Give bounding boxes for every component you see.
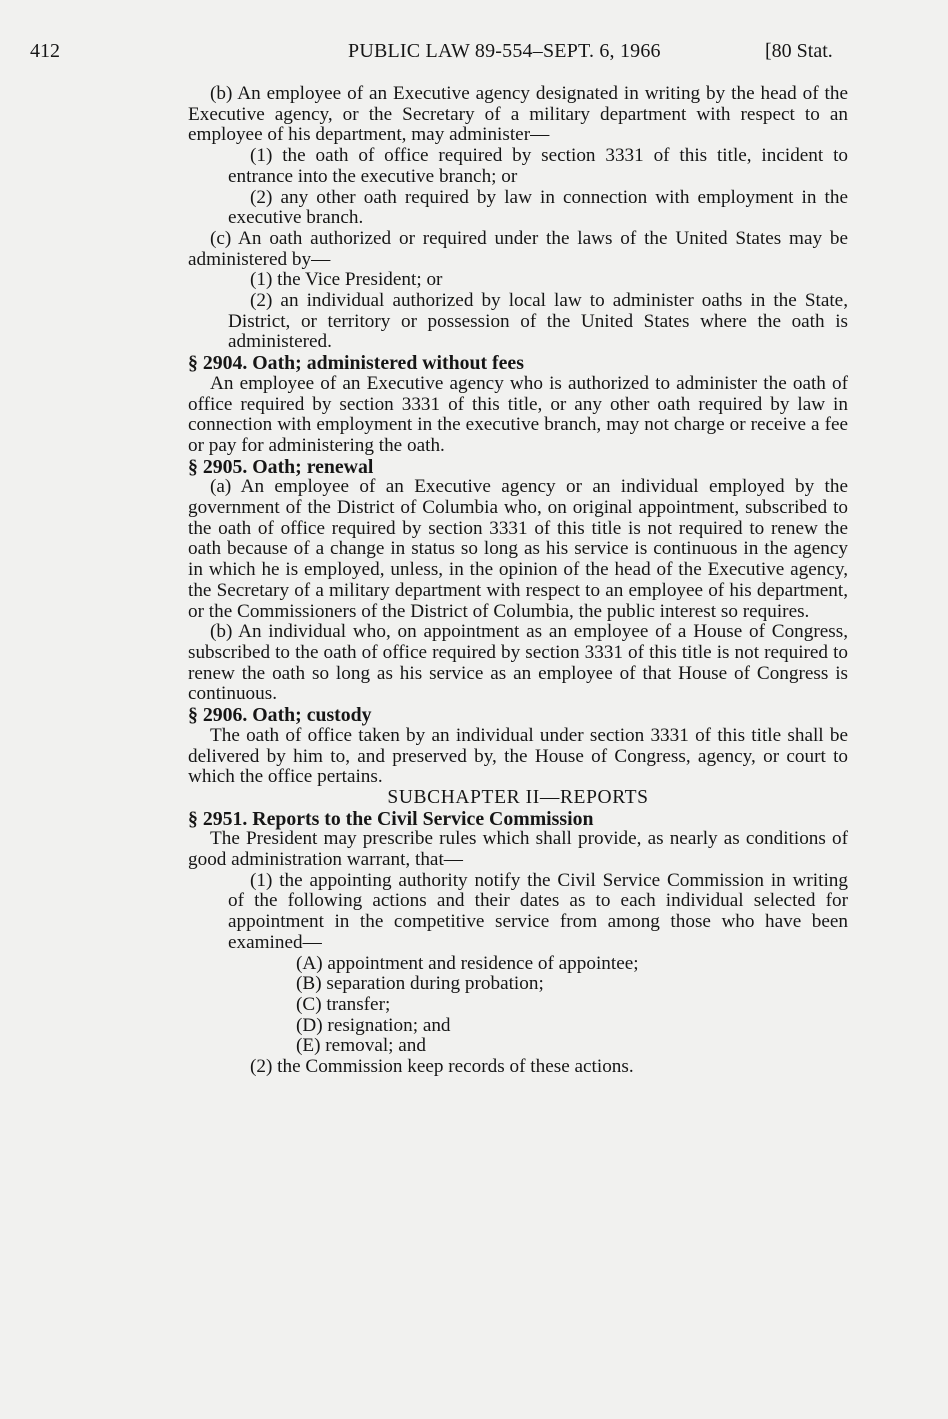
paragraph-2951-1: (1) the appointing authority notify the Civil Service Commission in writing of the following actions and their dates as to each individual selected for appointment in the competitive service from among those who have been examined— — [228, 869, 848, 953]
paragraph-2903-b-2: (2) any other oath required by law in connection with employment in the executive branch. — [228, 186, 848, 229]
paragraph-2951-1-e: (E) removal; and — [296, 1035, 426, 1057]
paragraph-2904: An employee of an Executive agency who is authorized to administer the oath of office required by section 3331 of this title, or any other oath required by law in connection with employment in the executive branch, may not charge or receive a fee or pay for administering the oath. — [188, 372, 848, 456]
paragraph-2951-1-d: (D) resignation; and — [296, 1014, 451, 1036]
paragraph-2951-1-b: (B) separation during probation; — [296, 973, 544, 995]
paragraph-2951-1-a: (A) appointment and residence of appointee; — [296, 952, 639, 974]
running-title: PUBLIC LAW 89-554–SEPT. 6, 1966 — [348, 40, 661, 62]
paragraph-2903-c-2: (2) an individual authorized by local law to administer oaths in the State, District, or territory or possession of the United States where the oath is administered. — [228, 290, 848, 353]
paragraph-2906: The oath of office taken by an individual under section 3331 of this title shall be delivered by him to, and preserved by, the House of Congress, agency, or court to which the office pertains. — [188, 724, 848, 788]
paragraph-2951-1-c: (C) transfer; — [296, 993, 391, 1015]
section-heading-2904: § 2904. Oath; administered without fees — [188, 352, 524, 375]
paragraph-2903-b: (b) An employee of an Executive agency designated in writing by the head of the Executive agency, or the Secretary of a military department with respect to an employee of his department, may administer— — [188, 83, 848, 146]
page-body — [188, 84, 848, 1078]
subchapter-heading: SUBCHAPTER II—REPORTS — [387, 786, 649, 808]
section-heading-2906: § 2906. Oath; custody — [188, 704, 372, 727]
paragraph-2951: The President may prescribe rules which shall provide, as nearly as conditions of good administration warrant, that— — [188, 828, 848, 871]
paragraph-2905-a: (a) An employee of an Executive agency or an individual employed by the government of the District of Columbia who, on original appointment, subscribed to the oath of office required by section 3331 of this title is not required to renew the oath because of a change in status so long as his service is continuous in the agency in which he is employed, unless, in the opinion of the head of the Executive agency, the Secretary of a military department with respect to an employee of his department, or the Commissioners of the District of Columbia, the public interest so requires. — [188, 476, 848, 622]
statute-reference: [80 Stat. — [765, 40, 833, 62]
page-number: 412 — [30, 40, 60, 62]
paragraph-2903-c: (c) An oath authorized or required under the laws of the United States may be administered by— — [188, 227, 848, 270]
page-header — [30, 38, 870, 64]
paragraph-2903-c-1: (1) the Vice President; or — [250, 269, 443, 291]
paragraph-2951-2: (2) the Commission keep records of these actions. — [250, 1056, 634, 1078]
section-heading-2905: § 2905. Oath; renewal — [188, 455, 374, 478]
paragraph-2905-b: (b) An individual who, on appointment as an employee of a House of Congress, subscribed to the oath of office required by section 3331 of this title is not required to renew the oath so long as his service as an employee of that House of Congress is continuous. — [188, 621, 848, 705]
paragraph-2903-b-1: (1) the oath of office required by section 3331 of this title, incident to entrance into the executive branch; or — [228, 145, 848, 187]
section-heading-2951: § 2951. Reports to the Civil Service Commission — [188, 807, 594, 830]
